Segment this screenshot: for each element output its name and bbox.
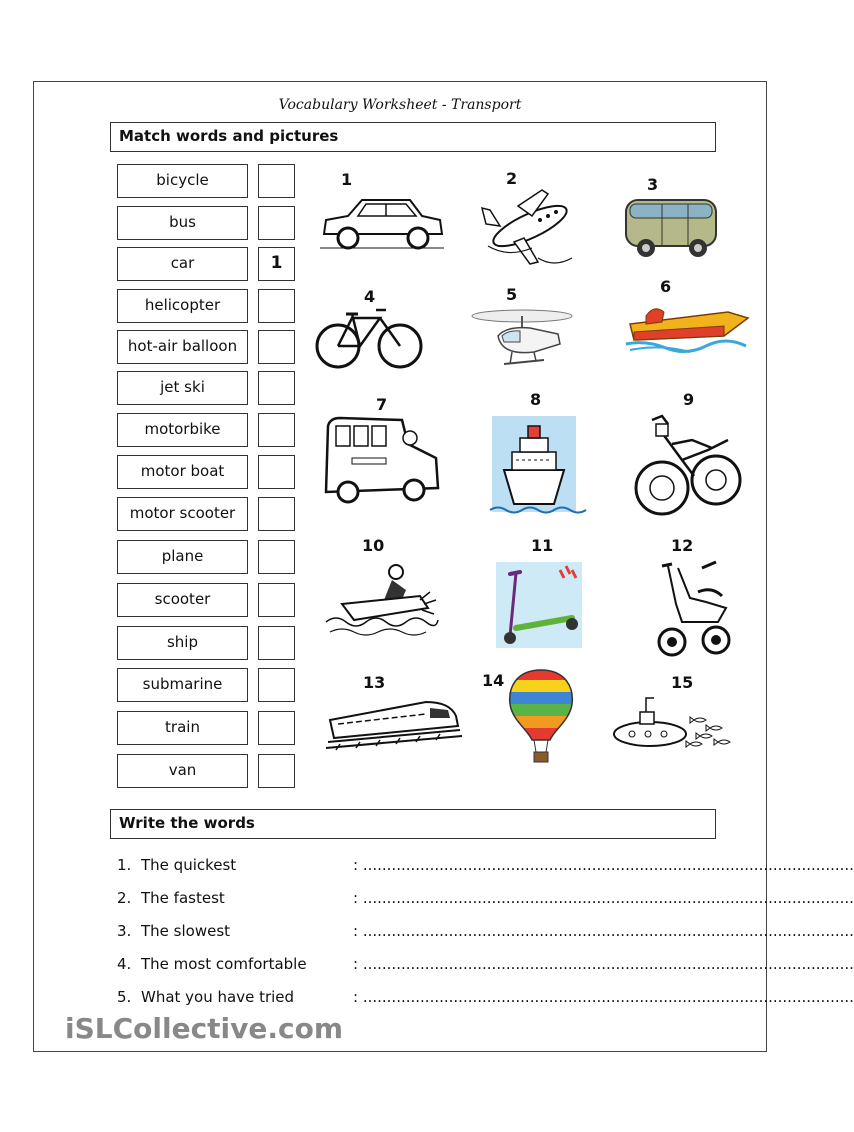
- answer-box[interactable]: [258, 206, 295, 240]
- picture-number: 2: [506, 169, 518, 188]
- word-box: plane: [117, 540, 248, 574]
- answer-box[interactable]: 1: [258, 247, 295, 281]
- question-text: The most comfortable: [141, 955, 307, 973]
- answer-box[interactable]: [258, 289, 295, 323]
- word-box: bus: [117, 206, 248, 240]
- worksheet-title: Vocabulary Worksheet - Transport: [278, 97, 522, 113]
- picture-number: 5: [506, 285, 518, 304]
- question-text: The quickest: [141, 856, 237, 874]
- question-row: [117, 889, 225, 907]
- jet-ski-picture: [324, 560, 440, 642]
- word-box: ship: [117, 626, 248, 660]
- answer-line[interactable]: : .......................................................................................................: [353, 889, 854, 907]
- question-number: 1.: [117, 856, 132, 874]
- motor-boat-picture: [624, 296, 750, 358]
- picture-number: 11: [531, 536, 554, 555]
- question-number: 3.: [117, 922, 132, 940]
- picture-number: 8: [530, 390, 542, 409]
- answer-line[interactable]: : .......................................................................................................: [353, 988, 854, 1006]
- answer-box[interactable]: [258, 455, 295, 489]
- word-box: hot-air balloon: [117, 330, 248, 364]
- question-number: 5.: [117, 988, 132, 1006]
- word-box: motor boat: [117, 455, 248, 489]
- van-picture: [622, 192, 720, 262]
- picture-number: 1: [341, 170, 353, 189]
- question-number: 2.: [117, 889, 132, 907]
- word-box: motor scooter: [117, 497, 248, 531]
- question-text: The fastest: [141, 889, 225, 907]
- motorbike-picture: [632, 410, 744, 524]
- picture-number: 3: [647, 175, 659, 194]
- answer-box[interactable]: [258, 497, 295, 531]
- answer-box[interactable]: [258, 626, 295, 660]
- word-box: train: [117, 711, 248, 745]
- answer-box[interactable]: [258, 711, 295, 745]
- scooter-picture: [494, 560, 584, 650]
- watermark: iSLCollective.com: [65, 1012, 344, 1045]
- answer-box[interactable]: [258, 164, 295, 198]
- answer-box[interactable]: [258, 583, 295, 617]
- word-box: bicycle: [117, 164, 248, 198]
- ship-picture: [490, 414, 578, 518]
- answer-box[interactable]: [258, 754, 295, 788]
- answer-line[interactable]: : .......................................................................................................: [353, 955, 854, 973]
- picture-number: 15: [671, 673, 694, 692]
- helicopter-picture: [468, 300, 576, 380]
- car-picture: [318, 190, 446, 254]
- answer-box[interactable]: [258, 668, 295, 702]
- question-row: [117, 922, 230, 940]
- picture-number: 10: [362, 536, 385, 555]
- question-row: [117, 955, 307, 973]
- word-box: submarine: [117, 668, 248, 702]
- answer-box[interactable]: [258, 330, 295, 364]
- bicycle-picture: [314, 304, 424, 372]
- word-box: van: [117, 754, 248, 788]
- picture-number: 9: [683, 390, 695, 409]
- plane-picture: [478, 186, 580, 272]
- answer-line[interactable]: : .......................................................................................................: [353, 856, 854, 874]
- word-box: car: [117, 247, 248, 281]
- question-row: [117, 988, 294, 1006]
- word-box: motorbike: [117, 413, 248, 447]
- picture-number: 12: [671, 536, 694, 555]
- motor-scooter-picture: [642, 558, 734, 660]
- write-section-heading: Write the words: [110, 809, 716, 839]
- hot-air-balloon-picture: [506, 668, 576, 764]
- word-box: scooter: [117, 583, 248, 617]
- submarine-picture: [610, 690, 738, 756]
- picture-number: 14: [482, 671, 505, 690]
- picture-number: 7: [376, 395, 388, 414]
- match-section-heading: Match words and pictures: [110, 122, 716, 152]
- picture-number: 13: [363, 673, 386, 692]
- question-text: The slowest: [141, 922, 231, 940]
- question-text: What you have tried: [141, 988, 295, 1006]
- question-number: 4.: [117, 955, 132, 973]
- word-box: jet ski: [117, 371, 248, 405]
- word-box: helicopter: [117, 289, 248, 323]
- picture-number: 4: [364, 287, 376, 306]
- question-row: [117, 856, 236, 874]
- bus-picture: [318, 414, 442, 506]
- answer-box[interactable]: [258, 540, 295, 574]
- answer-box[interactable]: [258, 371, 295, 405]
- train-picture: [326, 692, 462, 756]
- picture-number: 6: [660, 277, 672, 296]
- answer-line[interactable]: : .......................................................................................................: [353, 922, 854, 940]
- answer-box[interactable]: [258, 413, 295, 447]
